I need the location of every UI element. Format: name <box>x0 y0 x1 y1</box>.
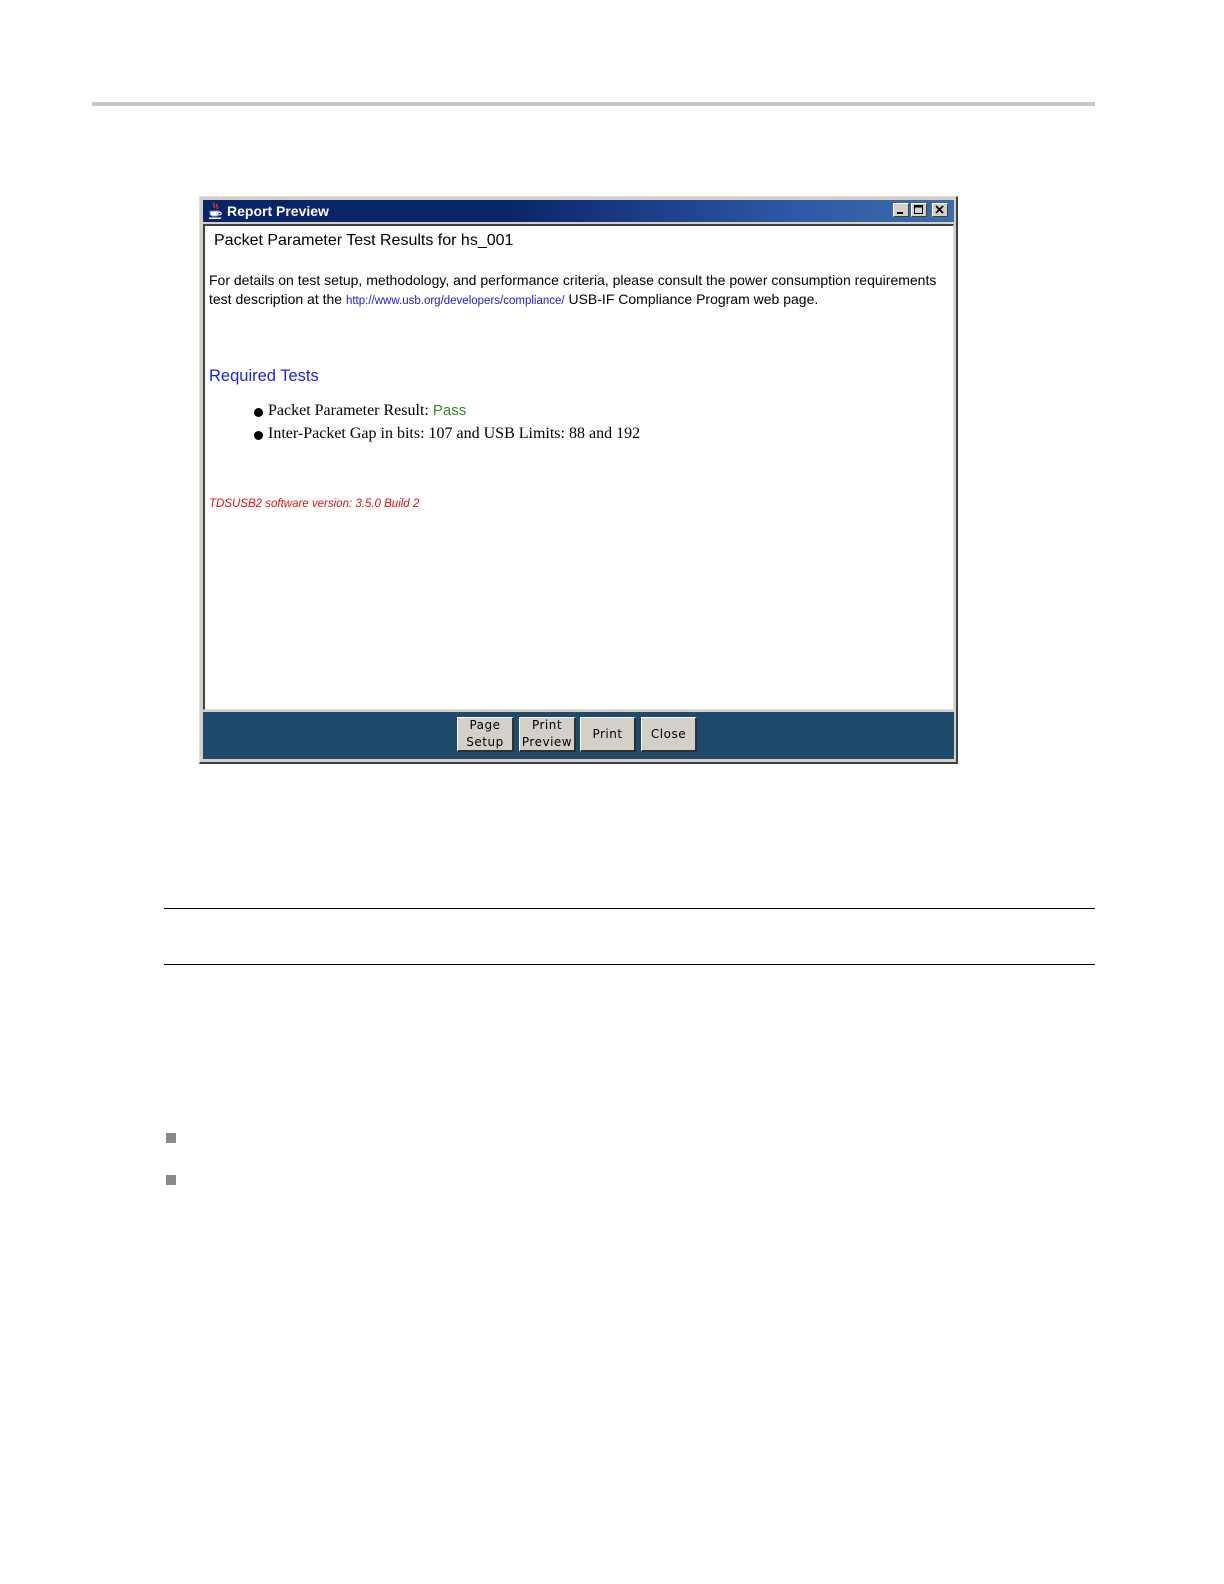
square-bullet-icon <box>166 1175 176 1185</box>
required-tests-heading: Required Tests <box>209 367 319 385</box>
button-label: Print <box>592 726 623 741</box>
results-list <box>253 402 640 448</box>
button-label-line: Setup <box>466 735 504 749</box>
compliance-link[interactable]: http://www.usb.org/developers/compliance/ <box>345 295 565 307</box>
page-setup-button[interactable] <box>457 717 514 752</box>
button-label-line: Page <box>469 718 501 732</box>
intro-text-part1: For details on test setup, methodology, and performance criteria, please consult the power consumption requirements test description at the <box>209 272 937 307</box>
minimize-icon <box>896 205 906 215</box>
close-icon <box>935 205 945 215</box>
button-label-line: Preview <box>521 735 573 749</box>
divider <box>164 908 1095 909</box>
report-content-pane[interactable] <box>203 224 954 710</box>
maximize-button[interactable] <box>911 203 927 217</box>
button-label: Close <box>650 726 687 741</box>
bullet-icon <box>254 408 263 417</box>
close-window-button[interactable] <box>932 203 948 217</box>
status-badge: Pass <box>432 402 467 419</box>
maximize-icon <box>914 205 924 215</box>
list-item <box>253 425 640 448</box>
button-label-line: Print <box>531 718 563 732</box>
print-preview-button[interactable] <box>519 717 576 752</box>
java-cup-icon <box>207 202 223 220</box>
report-intro <box>209 271 953 311</box>
title-bar[interactable] <box>203 200 954 222</box>
bullet-icon <box>254 431 263 440</box>
report-title: Packet Parameter Test Results for hs_001 <box>214 232 514 249</box>
button-bar <box>203 712 954 759</box>
print-button[interactable] <box>580 717 636 752</box>
window-title: Report Preview <box>227 203 329 219</box>
report-preview-window <box>199 196 958 764</box>
list-item <box>253 402 640 425</box>
result-label: Packet Parameter Result: <box>268 402 433 419</box>
close-button[interactable] <box>641 717 697 752</box>
software-version: TDSUSB2 software version: 3.5.0 Build 2 <box>209 498 420 510</box>
square-bullet-icon <box>166 1133 176 1143</box>
page-top-rule <box>92 102 1095 106</box>
result-label: Inter-Packet Gap in bits: 107 and USB Limits: 88 and 192 <box>268 425 641 442</box>
minimize-button[interactable] <box>893 203 909 217</box>
divider <box>164 964 1095 965</box>
intro-text-part2: USB-IF Compliance Program web page. <box>568 291 819 307</box>
